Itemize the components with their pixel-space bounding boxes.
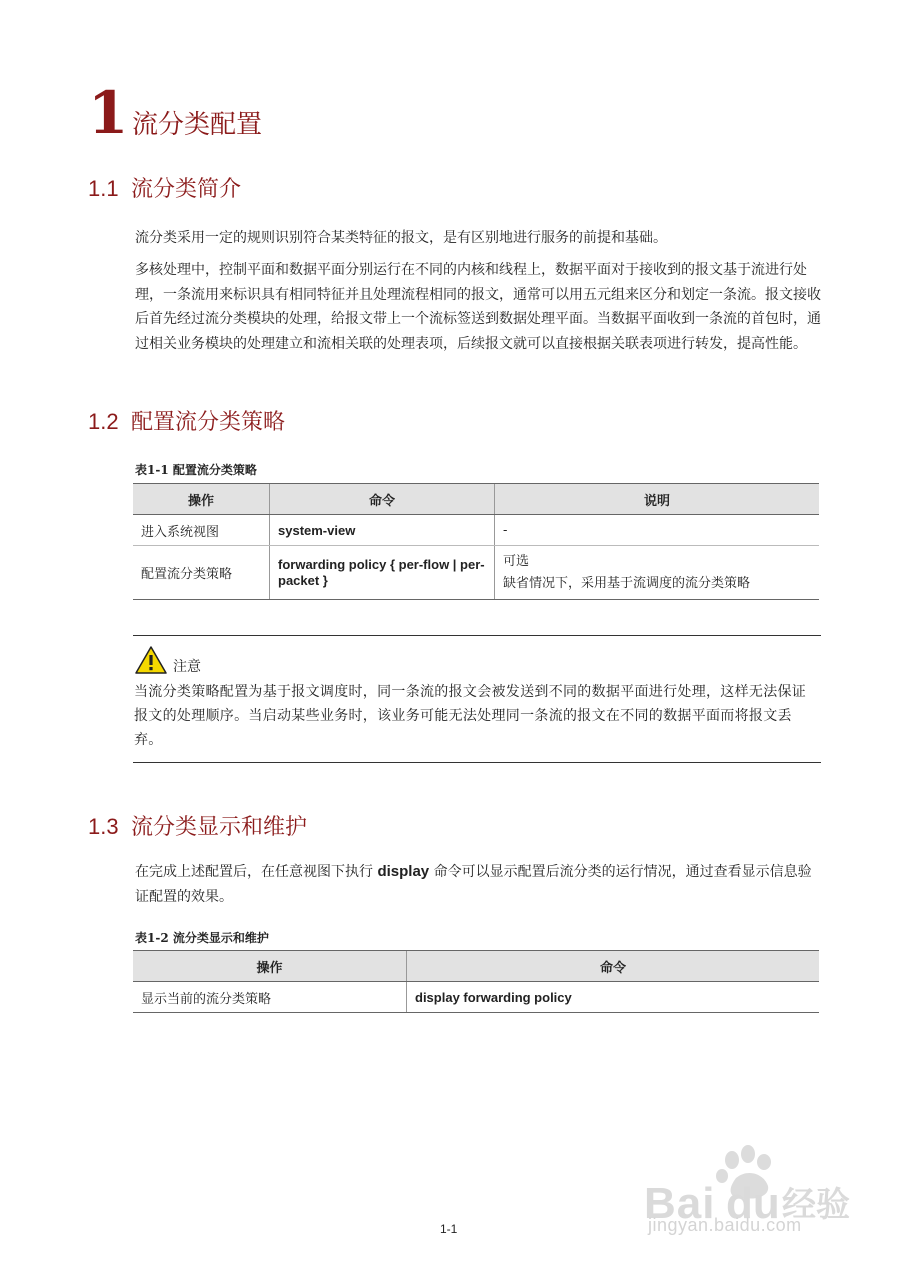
display-paragraph [135,860,823,909]
operation-cell: 配置流分类策略 [133,546,270,600]
column-header: 命令 [270,484,495,515]
intro-paragraph-1: 流分类采用一定的规则识别符合某类特征的报文，是有区别地进行服务的前提和基础。 [135,230,667,246]
column-header: 操作 [133,484,270,515]
section-1-1-heading [88,176,241,203]
warning-icon [135,646,167,674]
caution-box [133,635,821,763]
svg-text:du: du [726,1179,780,1228]
description-line: 缺省情况下，采用基于流调度的流分类策略 [503,575,751,591]
operation-cell: 进入系统视图 [133,515,270,546]
table-row [133,546,819,600]
svg-text:经验: 经验 [782,1185,850,1225]
command-keyword: display [377,863,430,880]
caution-title: 注意 [173,658,201,674]
svg-text:Bai: Bai [644,1179,716,1228]
section-1-3-heading [88,814,307,841]
table-row [133,515,819,546]
command-cell: forwarding policy { per-flow | per-packet } [270,546,495,600]
table-header-row [133,484,819,515]
section-title: 流分类简介 [131,177,242,202]
column-header: 说明 [495,484,820,515]
table-1-2-caption: 表1-2 流分类显示和维护 [135,931,269,945]
command-cell: system-view [270,515,495,546]
section-1-2-heading [88,409,285,436]
section-title: 配置流分类策略 [131,410,286,435]
section-number: 1.3 [88,814,119,839]
operation-cell: 显示当前的流分类策略 [133,982,407,1013]
paragraph-text: 命令可以显示配置后流分类的运行情况，通过查看显示信息验证配置的效果。 [135,864,812,905]
section-number: 1.2 [88,409,119,434]
column-header: 命令 [407,951,820,982]
chapter-number: 1 [88,79,129,147]
table-1-1-caption: 表1-1 配置流分类策略 [135,463,257,477]
column-header: 操作 [133,951,407,982]
intro-paragraph-2: 多核处理中，控制平面和数据平面分别运行在不同的内核和线程上，数据平面对于接收到的报文基于流进行处理，一条流用来标识具有相同特征并且处理流程相同的报文，通常可以用五元组来区分和划定一条流。报文接收后首先经过流分类模块的处理，给报文带上一个流标签送到数据处理平面。当数据平面收到一条流的首包时，通过相关业务模块的处理建立和流相关联的处理表项，后续报文就可以直接根据关联表项进行转发，提高性能。 [135,262,821,352]
chapter-title: 流分类配置 [132,110,263,140]
description-cell: - [495,515,820,546]
table-header-row [133,951,819,982]
config-policy-table [133,483,819,600]
section-number: 1.1 [88,176,119,201]
section-title: 流分类显示和维护 [131,815,308,840]
paragraph-text: 在完成上述配置后，在任意视图下执行 [135,864,373,880]
command-cell: display forwarding policy [407,982,820,1013]
display-maintain-table [133,950,819,1013]
description-cell [495,546,820,600]
table-row [133,982,819,1013]
description-line: 可选 [503,553,530,569]
caution-text: 当流分类策略配置为基于报文调度时，同一条流的报文会被发送到不同的数据平面进行处理，这样无法保证报文的处理顺序。当启动某些业务时，该业务可能无法处理同一条流的报文在不同的数据平面而将报文丢弃。 [134,684,807,748]
page-number: 1-1 [440,1222,458,1236]
watermark-url: jingyan.baidu.com [648,1215,802,1235]
